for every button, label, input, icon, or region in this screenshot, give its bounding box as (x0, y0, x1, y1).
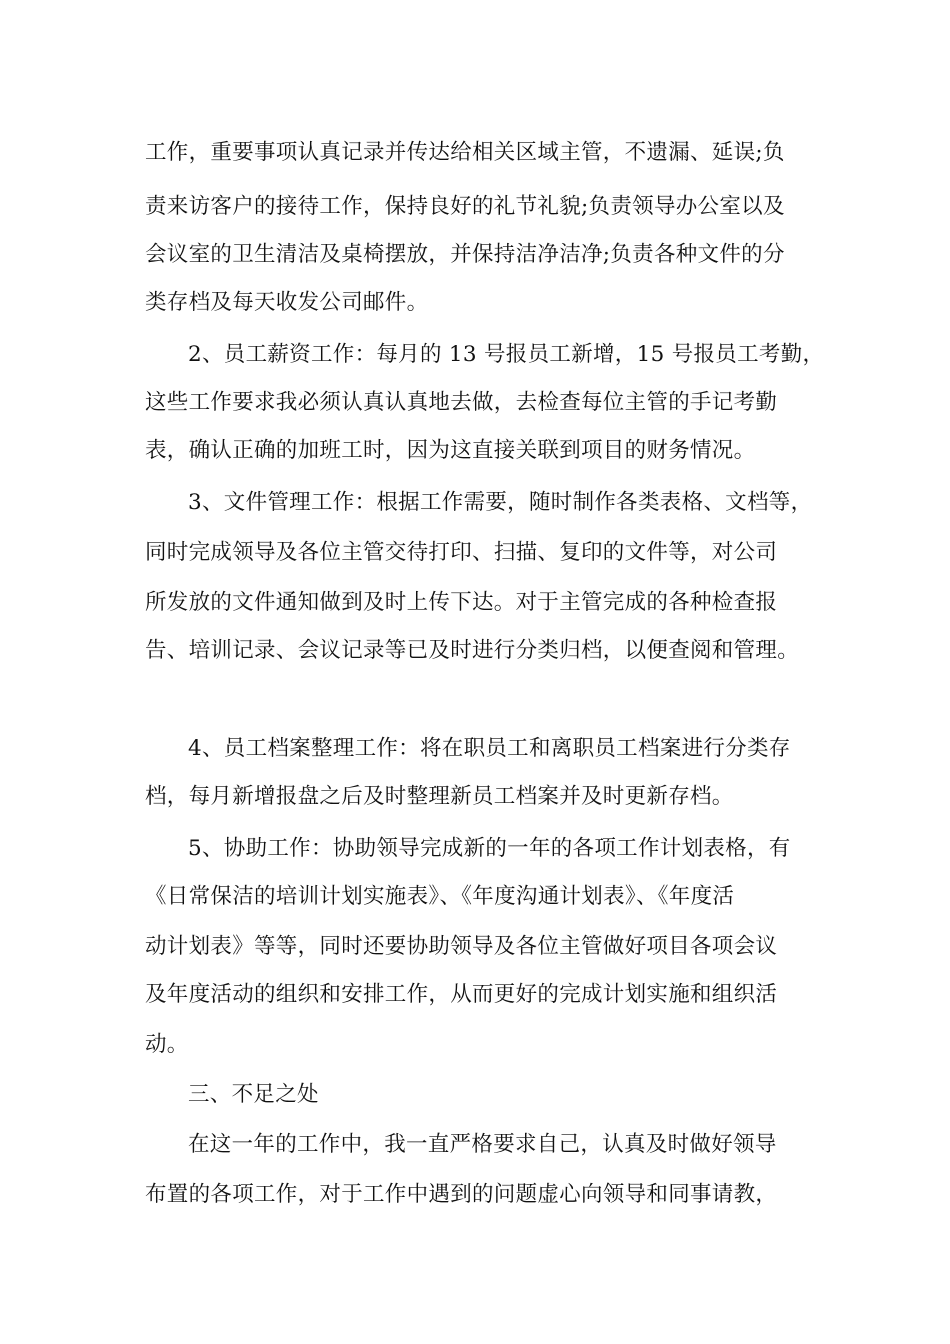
text-line: 会议室的卫生清洁及桌椅摆放，并保持洁净洁净;负责各种文件的分 (145, 242, 785, 267)
text-line: 动。 (145, 1032, 189, 1057)
text-line: 《日常保洁的培训计划实施表》、《年度沟通计划表》、《年度活 (145, 884, 735, 909)
text-line: 所发放的文件通知做到及时上传下达。对于主管完成的各种检查报 (145, 590, 778, 615)
text-line: 这些工作要求我必须认真认真地去做，去检查每位主管的手记考勤 (145, 390, 778, 415)
text-line: 责来访客户的接待工作，保持良好的礼节礼貌;负责领导办公室以及 (145, 194, 785, 219)
paragraph-5-first-line: 5、协助工作：协助领导完成新的一年的各项工作计划表格，有 (188, 836, 791, 861)
text-line: 档，每月新增报盘之后及时整理新员工档案并及时更新存档。 (145, 784, 734, 809)
text-line: 类存档及每天收发公司邮件。 (145, 290, 429, 315)
paragraph-3-first-line: 3、文件管理工作：根据工作需要，随时制作各类表格、文档等， (188, 490, 813, 515)
paragraph-2-first-line: 2、员工薪资工作：每月的 13 号报员工新增，15 号报员工考勤， (188, 342, 825, 367)
text-line: 工作，重要事项认真记录并传达给相关区域主管，不遗漏、延误;负 (145, 140, 785, 165)
text-line: 同时完成领导及各位主管交待打印、扫描、复印的文件等，对公司 (145, 540, 778, 565)
paragraph-6-first-line: 在这一年的工作中，我一直严格要求自己，认真及时做好领导 (188, 1132, 777, 1157)
text-line: 布置的各项工作，对于工作中遇到的问题虚心向领导和同事请教， (145, 1182, 778, 1207)
text-line: 动计划表》等等，同时还要协助领导及各位主管做好项目各项会议 (145, 934, 778, 959)
text-line: 告、培训记录、会议记录等已及时进行分类归档，以便查阅和管理。 (145, 638, 800, 663)
text-line: 表，确认正确的加班工时，因为这直接关联到项目的财务情况。 (145, 438, 756, 463)
section-heading: 三、不足之处 (188, 1082, 319, 1107)
paragraph-4-first-line: 4、员工档案整理工作：将在职员工和离职员工档案进行分类存 (188, 736, 791, 761)
text-line: 及年度活动的组织和安排工作，从而更好的完成计划实施和组织活 (145, 982, 778, 1007)
